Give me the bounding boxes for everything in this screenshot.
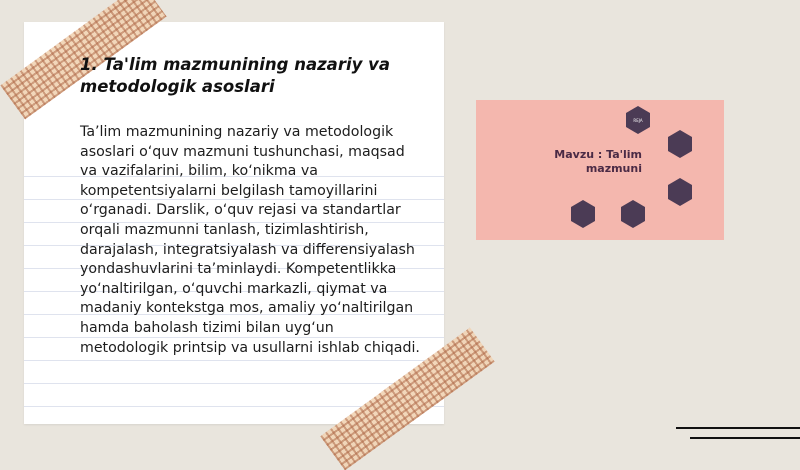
- slide-body-text: Ta’lim mazmunining nazariy va metodologik asoslari o‘quv mazmuni tushunchasi, maqsad va vazifalarini, bilim, ko‘nikma va kompetentsiyalarni belgilash tamoyillarini o‘rganadi. Darslik, o‘quv rejasi va standartlar orqali mazmunni tanlash, tizimlashtirish, darajalash, integratsiyalash va differensiyalash yondashuvlarini ta’minlaydi. Kompetentlikka yo‘naltirilgan, o‘quvchi markazli, qiymat va madaniy kontekstga mos, amaliy yo‘naltirilgan hamda baholash tizimi bilan uyg‘un metodologik printsip va usullarni ishlab chiqadi.: [80, 124, 420, 356]
- hexagon-5: [571, 200, 595, 228]
- presentation-thumbnail: [476, 100, 724, 240]
- hexagon-reja-label: REJA: [633, 118, 643, 123]
- hexagon-2: [668, 130, 692, 158]
- hexagon-4: [621, 200, 645, 228]
- divider-line-2: [690, 437, 800, 439]
- thumbnail-title: Mavzu : Ta'lim mazmuni: [554, 148, 642, 175]
- divider-line-1: [676, 427, 800, 429]
- slide-title: 1. Ta'lim mazmunining nazariy va metodologik asoslari: [80, 55, 391, 96]
- hexagon-3: [668, 178, 692, 206]
